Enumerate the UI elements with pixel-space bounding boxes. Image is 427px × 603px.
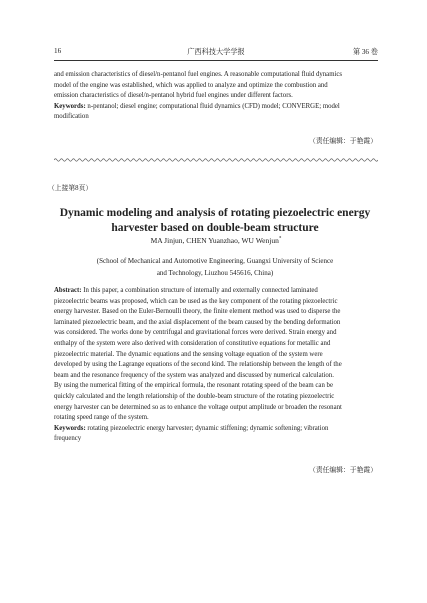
prev-abstract-line: emission characteristics of diesel/n-pentanol hybrid fuel engines under different factors. xyxy=(54,92,293,100)
continued-from-note: （上接第8页） xyxy=(48,185,93,192)
journal-name: 广西科技大学学报 xyxy=(187,48,245,56)
article-authors xyxy=(54,236,378,245)
abstract-line: was considered. The works done by centrifugal and gravitational forces were derived. Strain energy and xyxy=(54,329,337,337)
keywords-cont: frequency xyxy=(54,435,82,443)
title-line-1: Dynamic modeling and analysis of rotating piezoelectric energy xyxy=(59,207,371,219)
abstract-line: By using the numerical fitting of the empirical formula, the resonant rotating speed of the beam can be xyxy=(54,382,333,390)
abstract-line: piezoelectric material. The dynamic equations and the sensing voltage equation of the system were xyxy=(54,350,323,358)
affiliation-line-1: (School of Mechanical and Automotive Engineering, Guangxi University of Science xyxy=(96,257,334,265)
prev-keywords-label: Keywords: xyxy=(54,102,86,110)
abstract-line: beam and the resonance frequency of the system was analyzed and discussed by numerical calculation. xyxy=(54,371,334,379)
abstract-line: rotating speed range of the system. xyxy=(54,414,149,422)
abstract-label: Abstract: xyxy=(54,287,82,294)
page-number: 16 xyxy=(54,47,62,55)
abstract-line: piezoelectric beams was proposed, which can be used as the key component of the rotating piezoelectric xyxy=(54,297,338,305)
corresponding-author-mark: * xyxy=(278,236,282,242)
section-separator xyxy=(54,157,378,163)
affiliation xyxy=(80,255,350,279)
abstract xyxy=(54,286,378,445)
prev-abstract-line: and emission characteristics of diesel/n-pentanol fuel engines. A reasonable computational fluid dynamics xyxy=(54,71,343,78)
volume-label: 第 36 卷 xyxy=(352,48,378,56)
header-rule xyxy=(54,60,378,61)
prev-editor-note: （责任编辑：于艳霞） xyxy=(309,138,377,145)
prev-keywords-cont: modification xyxy=(54,113,89,121)
prev-keywords-text: n-pentanol; diesel engine; computational fluid dynamics (CFD) model; CONVERGE; model xyxy=(85,102,340,110)
abstract-line: energy harvester can be determined so as to enhance the voltage output amplitude or broaden the resonant xyxy=(54,403,342,411)
abstract-line: quickly calculated and the length relationship of the double-beam structure of the rotating piezoelectric xyxy=(54,392,335,400)
editor-note: （责任编辑：于艳霞） xyxy=(309,467,377,474)
running-header xyxy=(54,47,378,59)
prev-abstract-tail xyxy=(54,70,378,123)
abstract-line: enthalpy of the system were also derived with consideration of constitutive equations for metallic and xyxy=(54,339,331,347)
abstract-line: energy harvester. Based on the Euler-Bernoulli theory, the finite element method was used to disperse the xyxy=(54,308,341,316)
keywords-text: rotating piezoelectric energy harvester; dynamic stiffening; dynamic softening; vibration xyxy=(85,424,329,432)
article-title xyxy=(40,206,390,236)
affiliation-line-2: and Technology, Liuzhou 545616, China) xyxy=(156,269,274,277)
abstract-line: In this paper, a combination structure of internally and externally connected laminated xyxy=(81,287,318,294)
keywords-label: Keywords: xyxy=(54,424,86,432)
abstract-line: developed by using the Lagrange equations of the second kind. The relationship between the length of the xyxy=(54,361,342,369)
prev-abstract-line: model of the engine was established, which was applied to analyze and optimize the combustion and xyxy=(54,81,328,89)
title-line-2: harvester based on double-beam structure xyxy=(111,222,319,234)
author-names: MA Jinjun, CHEN Yuanzhao, WU Wenjun xyxy=(150,236,279,245)
abstract-line: laminated piezoelectric beam, and the axial displacement of the beam caused by the bending deformation xyxy=(54,318,341,326)
